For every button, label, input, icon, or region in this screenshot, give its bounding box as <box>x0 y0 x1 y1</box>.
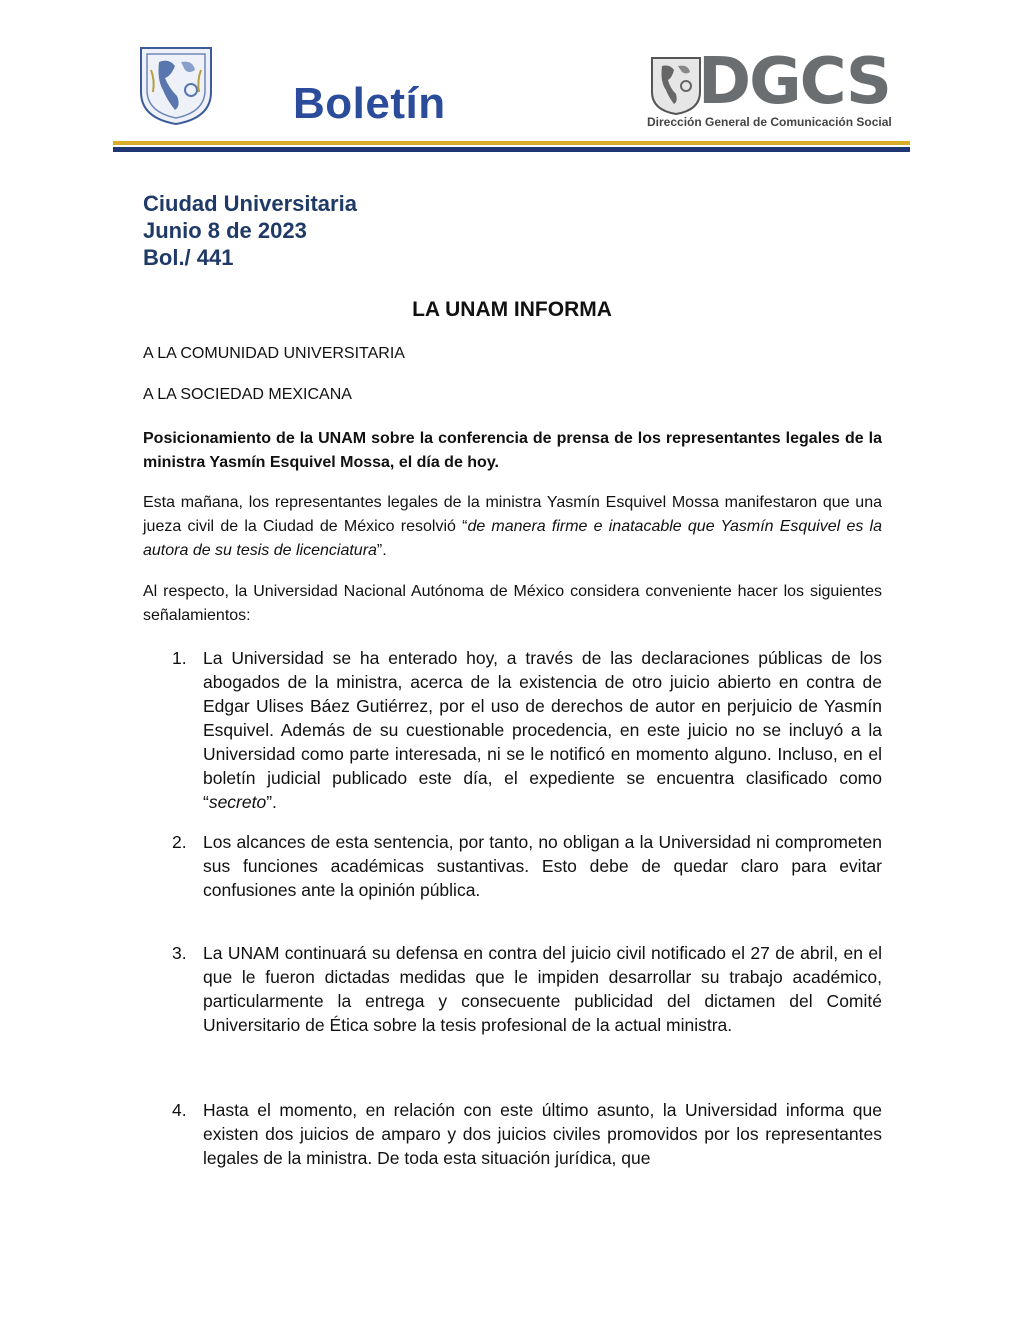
addressee-community: A LA COMUNIDAD UNIVERSITARIA <box>143 345 405 362</box>
list-item-text: La UNAM continuará su defensa en contra del juicio civil notificado el 27 de abril, en el que le fueron dictadas medidas que le impiden desarrollar su trabajo académico, particularmente la entrega y consecuente publicidad del dictamen del Comité Universitario de Ética sobre la tesis profesional de la actual ministra. <box>203 943 882 1035</box>
paragraph-2: Al respecto, la Universidad Nacional Autónoma de México considera conveniente hacer los siguientes señalamientos: <box>143 583 882 624</box>
point-1-text: La Universidad se ha enterado hoy, a través de las declaraciones públicas de los abogados de la ministra, acerca de la existencia de otro juicio abierto en contra de Edgar Ulises Báez Gutiérrez, por el uso de derechos de autor en perjuicio de Yasmín Esquivel. Además de su cuestionable procedencia, en este juicio no se incluyó a la Universidad como parte interesada, ni se le notificó en momento alguno. Incluso, en el boletín judicial publicado este día, el expediente se encuentra clasificado como “ <box>203 648 882 812</box>
addressee-society: A LA SOCIEDAD MEXICANA <box>143 386 352 403</box>
lead-paragraph: Posicionamiento de la UNAM sobre la conferencia de prensa de los representantes legales de la ministra Yasmín Esquivel Mossa, el día de hoy. <box>143 430 882 471</box>
bulletin-place: Ciudad Universitaria <box>143 191 357 216</box>
list-item-text <box>203 646 882 814</box>
bulletin-meta <box>143 190 357 271</box>
page-title: LA UNAM INFORMA <box>412 298 612 321</box>
point-1-italic: secreto <box>208 792 267 812</box>
header-rule-navy <box>113 147 910 152</box>
dgcs-logo: DGCS <box>698 45 890 119</box>
paragraph-1-text: Esta mañana, los representantes legales de la ministra Yasmín Esquivel Mossa manifestaron que una jueza civil de la Ciudad de México resolvió “ <box>143 494 882 535</box>
list-item-text: Hasta el momento, en relación con este último asunto, la Universidad informa que existen dos juicios de amparo y dos juicios civiles promovidos por los representantes legales de la ministra. De toda esta situación jurídica, que <box>203 1100 882 1168</box>
brand-title: Boletín <box>293 79 446 128</box>
header-rule-gold <box>113 141 910 145</box>
list-item-number: 1. <box>172 648 187 668</box>
bulletin-date: Junio 8 de 2023 <box>143 218 307 243</box>
letterhead <box>95 28 930 158</box>
bulletin-number: Bol./ 441 <box>143 245 234 270</box>
list-item-number: 3. <box>172 943 187 963</box>
list-item-text: Los alcances de esta sentencia, por tanto, no obligan a la Universidad ni comprometen sus funciones académicas sustantivas. Esto debe de quedar claro para evitar confusiones ante la opinión pública. <box>203 832 882 900</box>
paragraph-1 <box>143 491 882 563</box>
unam-seal-icon <box>135 40 217 126</box>
dgcs-subtitle: Dirección General de Comunicación Social <box>647 115 892 129</box>
paragraph-1-quote: de manera firme e inatacable que Yasmín Esquivel es la autora de su tesis de licenciatura <box>143 518 882 559</box>
list-item-number: 4. <box>172 1100 187 1120</box>
point-1-end: ”. <box>266 792 277 812</box>
list-item-number: 2. <box>172 832 187 852</box>
paragraph-1-end: ”. <box>376 542 387 559</box>
dgcs-seal-icon <box>648 54 704 116</box>
